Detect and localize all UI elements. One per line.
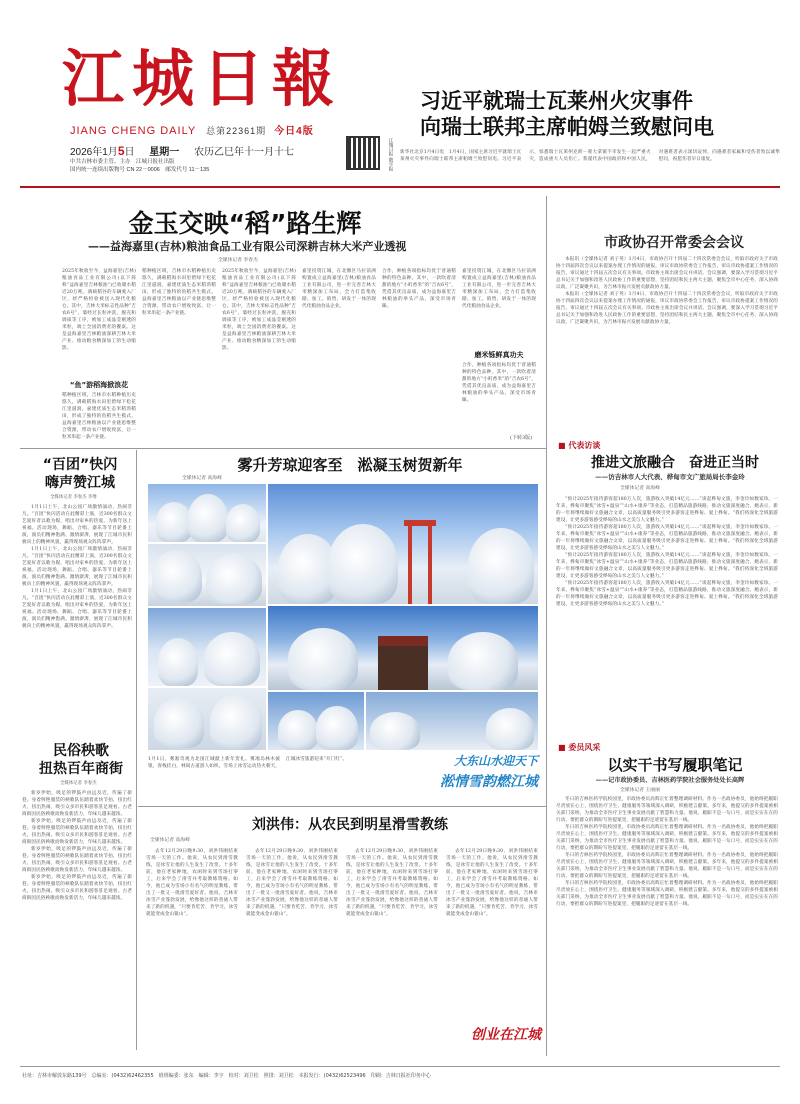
bailian-headline-2[interactable]: 嗨声赞江城 [45,475,115,491]
column-divider [546,196,547,1056]
liu-headline[interactable]: 刘洪伟：从农民到明星滑雪教练 [252,817,448,833]
profile-headline[interactable]: 以实干书写履职笔记 [607,756,743,774]
date-day: 5 [117,144,125,158]
committee-headline[interactable]: 市政协召开常委会会议 [604,235,744,251]
chuangye-logo [468,1024,544,1052]
lead-headline[interactable]: 金玉交映“稻”路生辉 [128,209,362,238]
lead-continued[interactable]: (下转3版) [510,435,533,441]
lead-col-4: 嘉里投资江城，在北濒区马拉前洲购置成立益海嘉里(吉林)粮油食品工业有限公司，进一步完善吉林大米精深加工布局，全力打造集收储、加工、销售、研发于一体的现代化粮油食品企业。 [302,269,376,309]
lead-col-2: 稻种植区域，吉林市水稻种植历史悠久，满载稻海水田里碧绿下松花江里滋润，嘉建优质生态米稻湾稻田，形成了独特的鱼稻共生模式。益海嘉里吉林粮油以产业链思维整合资源，带动农户增收致富，让一粒米串起一条产业链。 [142,269,216,316]
lead-subtitle-1: “鱼”游稻海掀浪花 [69,381,129,389]
photo-headline[interactable]: 雾升芳琼迎客至 淞凝玉树贺新年 [237,456,463,474]
left-col-divider [136,450,137,1050]
weekday: 星期一 [149,147,180,158]
footer-info: 社址：吉林市解放东路139号 总编室：(0432)62462355 值班编委：张东 编辑：李宇 校对：刘卫松 照排：刘卫松 本报发行：(0432)62523496 印刷：吉林日报社印务中心 [22,1073,431,1079]
committee-para-1: 本报讯（全媒体记者 刘子英）1月4日，市政协召开十四届二十四次常委会会议，听取市政府关于市政协十四届四次会议以来提案办理工作情况的通报，审议市政协常委会工作报告，审议市政协提案工作情况的报告，审议通过十四届五次会议有关事项。市政协主席出席会议并讲话。会议强调，要深入学习贯彻习近平总书记关于加强和改进人民政协工作的重要思想，坚持团结和民主两大主题，聚焦全市中心任务，深入协商议政，广泛凝聚共识，为吉林市振兴发展贡献政协力量。 [556,257,778,290]
liu-para-1: 去年12月29日晚9:30，刘洪伟刚结束雪场一天的工作。他说，从农民到滑雪教练，是冰雪让他的人生发生了改变。十多年前，他在老家种地，农闲时来到雪场打零工，后来学会了滑雪并考取教练资格。如今，他已成为雪场小有名气的明星教练，带出了一批又一批滑雪爱好者。他说，吉林市冰雪产业蓬勃发展，给像他这样的普通人带来了新的机遇，“只要肯吃苦、肯学习，冰雪就能变成金山银山”。 [146,849,238,917]
photo-caption: 1月1日，雾凇奇观为北国江城献上新年贺礼。雾凇岛林木披银，客栈挂白，林间古道游人如织，雪场上冰雪运动热火朝天，江城冰雪旅游迎来“开门红”。 [148,757,348,769]
photo-6[interactable] [148,688,266,750]
chuangye-logo-text: 创业在江城 [471,1027,541,1043]
interview-para-2: “预计2025年接待游客超180万人次，旅游收入突破14亿元……”谈起桦甸文旅，李金玲如数家珍。一年来，桦甸市聚焦“冰雪+温泉”“山水+康养”等业态，打造精品旅游线路，推动文旅深度融合。她表示，新的一年将继续做好文旅融合文章，以高质量服务吸引更多游客走进桦甸、爱上桦甸。“我们将深化全域旅游建设，让更多游客感受桦甸的山水之美与人文魅力。” [556,525,778,551]
liu-top-rule [138,806,546,807]
interview-body [556,496,778,732]
photo-8[interactable] [366,692,538,750]
profile-tag-label: 委员风采 [568,743,601,752]
profile-para-2: 冬日的吉林医药学院校园里，市政协委员高辉正忙着整理调研材料。作为一名政协委员，他始终把履职尽责放在心上，围绕医疗卫生、健康服务等领域深入调研，积极建言献策。多年来，他提交的多件提案被相关部门采纳，为推动全市医疗卫生事业发展贡献了智慧和力量。他说，履职不是一句口号，而是实实在在的行动，要把群众的期盼写进提案里，把履职的足迹留在基层一线。 [556,825,778,851]
issue-number: 总第22361期 [206,126,267,136]
masthead-pinyin: JIANG CHENG DAILY [70,125,197,137]
minqin-body [22,790,132,1048]
profile-tag: ■ 委员风采 [558,743,601,752]
top-headline-2[interactable]: 向瑞士联邦主席帕姆兰致慰问电 [420,115,714,139]
committee-body [556,256,778,434]
bailian-para-3: 1月1日上午，北山公园广场激情涌动，热闹非凡。“百团”快闪活动在此精彩上演，近300名群众文艺爱好者以歌为媒，唱出对家乡的热爱，为新年送上祝福。活动现场，舞蹈、合唱、器乐等节目轮番上演，演员们精神饱满、激情澎湃，展现了江城市民积极向上的精神风貌，赢得现场观众阵阵掌声。 [22,589,132,629]
bailian-para-1: 1月1日上午，北山公园广场激情涌动，热闹非凡。“百团”快闪活动在此精彩上演，近300名群众文艺爱好者以歌为媒，唱出对家乡的热爱，为新年送上祝福。活动现场，舞蹈、合唱、器乐等节目轮番上演，演员们精神饱满、激情澎湃，展现了江城市民积极向上的精神风貌，赢得现场观众阵阵掌声。 [22,505,132,545]
interview-byline: 全媒体记者 高海峰 [620,486,660,491]
liu-para-4: 去年12月29日晚9:30，刘洪伟刚结束雪场一天的工作。他说，从农民到滑雪教练，是冰雪让他的人生发生了改变。十多年前，他在老家种地，农闲时来到雪场打零工，后来学会了滑雪并考取教练资格。如今，他已成为雪场小有名气的明星教练，带出了一批又一批滑雪爱好者。他说，吉林市冰雪产业蓬勃发展，给像他这样的普通人带来了新的机遇，“只要肯吃苦、肯学习，冰雪就能变成金山银山”。 [446,849,538,917]
minqin-para-1: 新岁伊始，吸足的锣鼓声由远及近，传遍了街巷。身着鲜艳服装的秧歌队伍踏着欢快节拍，扭出红火、扭出热闹，吸引众多市民和游客驻足观看。古老商街因民俗秧歌而焕发新活力，年味儿越来越浓。 [22,791,132,817]
bailian-para-2: 1月1日上午，北山公园广场激情涌动，热闹非凡。“百团”快闪活动在此精彩上演，近300名群众文艺爱好者以歌为媒，唱出对家乡的热爱，为新年送上祝福。活动现场，舞蹈、合唱、器乐等节目轮番上演，演员们精神饱满、激情澎湃，展现了江城市民积极向上的精神风貌，赢得现场观众阵阵掌声。 [22,547,132,587]
minqin-byline: 全媒体记者 李春杰 [60,781,97,786]
photo-4[interactable] [148,608,266,686]
photo-3-main[interactable] [268,484,538,604]
liu-byline: 全媒体记者 高海峰 [150,838,190,843]
bailian-body [22,504,132,720]
date-suffix: 日 [124,147,135,158]
profile-para-4: 冬日的吉林医药学院校园里，市政协委员高辉正忙着整理调研材料。作为一名政协委员，他始终把履职尽责放在心上，围绕医疗卫生、健康服务等领域深入调研，积极建言献策。多年来，他提交的多件提案被相关部门采纳，为推动全市医疗卫生事业发展贡献了智慧和力量。他说，履职不是一句口号，而是实实在在的行动，要把群众的期盼写进提案里，把履职的足迹留在基层一线。 [556,881,778,907]
lead-col-5: 合作，种植各项指标均优于普通稻种的特色品种。其中，一款吹着清甜的地方“小町香米”的“吉农6号”，凭借其优良品质，成为益海嘉里吉林粮油的拳头产品，深受市场青睐。 [382,269,456,309]
lead-subhead: ——益海嘉里(吉林)粮油食品工业有限公司深耕吉林大米产业透视 [88,240,407,253]
interview-para-3: “预计2025年接待游客超180万人次，旅游收入突破14亿元……”谈起桦甸文旅，李金玲如数家珍。一年来，桦甸市聚焦“冰雪+温泉”“山水+康养”等业态，打造精品旅游线路，推动文旅深度融合。她表示，新的一年将继续做好文旅融合文章，以高质量服务吸引更多游客走进桦甸、爱上桦甸。“我们将深化全域旅游建设，让更多游客感受桦甸的山水之美与人文魅力。” [556,553,778,579]
date-prefix: 2026年1月 [70,147,118,158]
profile-subhead: ——记市政协委员、吉林医药学院社会服务处处长高辉 [595,777,745,784]
photo-2[interactable] [148,544,266,606]
liu-para-2: 去年12月29日晚9:30，刘洪伟刚结束雪场一天的工作。他说，从农民到滑雪教练，是冰雪让他的人生发生了改变。十多年前，他在老家种地，农闲时来到雪场打零工，后来学会了滑雪并考取教练资格。如今，他已成为雪场小有名气的明星教练，带出了一批又一批滑雪爱好者。他说，吉林市冰雪产业蓬勃发展，给像他这样的普通人带来了新的机遇，“只要肯吃苦、肯学习，冰雪就能变成金山银山”。 [246,849,338,917]
liu-para-3: 去年12月29日晚9:30，刘洪伟刚结束雪场一天的工作。他说，从农民到滑雪教练，是冰雪让他的人生发生了改变。十多年前，他在老家种地，农闲时来到雪场打零工，后来学会了滑雪并考取教练资格。如今，他已成为雪场小有名气的明星教练，带出了一批又一批滑雪爱好者。他说，吉林市冰雪产业蓬勃发展，给像他这样的普通人带来了新的机遇，“只要肯吃苦、肯学习，冰雪就能变成金山银山”。 [346,849,438,917]
lead-col-6: 嘉里投资江城，在北濒区马拉前洲购置成立益海嘉里(吉林)粮油食品工业有限公司，进一步完善吉林大米精深加工布局，全力打造集收储、加工、销售、研发于一体的现代化粮油食品企业。 [462,269,536,309]
profile-byline: 全媒体记者 王丽丽 [620,788,660,793]
lead-byline: 全媒体记者 李春杰 [218,258,258,263]
photo-overlay-1: 大东山水迎天下 [453,754,538,768]
profile-para-3: 冬日的吉林医药学院校园里，市政协委员高辉正忙着整理调研材料。作为一名政协委员，他始终把履职尽责放在心上，围绕医疗卫生、健康服务等领域深入调研，积极建言献策。多年来，他提交的多件提案被相关部门采纳，为推动全市医疗卫生事业发展贡献了智慧和力量。他说，履职不是一句口号，而是实实在在的行动，要把群众的期盼写进提案里，把履职的足迹留在基层一线。 [556,853,778,879]
lunar-date: 农历乙巳年十一月十七 [194,147,295,158]
bailian-headline-1[interactable]: “百团”快闪 [42,457,118,473]
committee-para-2: 本报讯（全媒体记者 刘子英）1月4日，市政协召开十四届二十四次常委会会议，听取市政府关于市政协十四届四次会议以来提案办理工作情况的通报，审议市政协常委会工作报告，审议市政协提案工作情况的报告，审议通过十四届五次会议有关事项。市政协主席出席会议并讲话。会议强调，要深入学习贯彻习近平总书记关于加强和改进人民政协工作的重要思想，坚持团结和民主两大主题，聚焦全市中心任务，深入协商议政，广泛凝聚共识，为吉林市振兴发展贡献政协力量。 [556,292,778,325]
minqin-headline-1[interactable]: 民俗秧歌 [53,743,109,759]
photo-5[interactable] [268,606,538,690]
photo-1[interactable] [148,484,266,542]
lead-subtitle-2: 磨米铄鲜真功夫 [474,351,524,359]
photo-7[interactable] [268,692,364,750]
bailian-byline: 全媒体记者 李春杰 李博 [50,495,97,500]
masthead-title: 江城日報 [62,42,343,115]
interview-para-1: “预计2025年接待游客超180万人次，旅游收入突破14亿元……”谈起桦甸文旅，李金玲如数家珍。一年来，桦甸市聚焦“冰雪+温泉”“山水+康养”等业态，打造精品旅游线路，推动文旅深度融合。她表示，新的一年将继续做好文旅融合文章，以高质量服务吸引更多游客走进桦甸、爱上桦甸。“我们将深化全域旅游建设，让更多游客感受桦甸的山水之美与人文魅力。” [556,497,778,523]
lead-col-6b: 合作，种植各项指标均优于普通稻种的特色品种。其中，一款吹着清甜的地方“小町香米”的“吉农6号”，凭借其优良品质，成为益海嘉里吉林粮油的拳头产品，深受市场青睐。 [462,363,536,403]
masthead-divider [20,186,780,188]
qr-code[interactable] [346,136,380,170]
minqin-headline-2[interactable]: 扭热百年商街 [39,761,123,777]
qr-caption: 江城日报 数字报 [388,138,393,171]
photo-byline: 全媒体记者 高海峰 [182,476,222,481]
interview-tag: ■ 代表访谈 [558,441,601,450]
footer-rule [20,1066,780,1067]
minqin-para-3: 新岁伊始，吸足的锣鼓声由远及近，传遍了街巷。身着鲜艳服装的秧歌队伍踏着欢快节拍，扭出红火、扭出热闹，吸引众多市民和游客驻足观看。古老商街因民俗秧歌而焕发新活力，年味儿越来越浓。 [22,847,132,873]
lead-col-1: 2025年秋收至今，益海嘉里(吉林)粮油食品工业有限公司(以下简称“益海嘉里吉林粮油”)已收储水稻近20万吨。满载稻谷的车辆驶入厂区，经严格检验被送入现代化粮仓。其中，吉林大米标志性品种“吉农6号”，婆经过长粒冲洗、脱壳和调质等工序，被加工成晶莹剔透的米粒，端上全国消费者的餐桌。这是益海嘉里吉林粮油深耕吉林大米产业、推动粮食精深加工的生动缩影。 [62,269,136,351]
publisher-line-1: 中共吉林市委主管、主办 江城日报社出版 [70,159,175,165]
interview-headline[interactable]: 推进文旅融合 奋进正当时 [591,455,759,471]
liu-body [146,848,538,1024]
interview-tag-label: 代表访谈 [568,441,601,450]
top-headline-1[interactable]: 习近平就瑞士瓦莱州火灾事件 [420,89,693,113]
lead-col-1b: 稻种植区域，吉林市水稻种植历史悠久，满载稻海水田里碧绿下松花江里滋润，嘉建优质生态米稻湾稻田，形成了独特的鱼稻共生模式。益海嘉里吉林粮油以产业链思维整合资源，带动农户增收致富，让一粒米串起一条产业链。 [62,393,136,440]
minqin-para-4: 新岁伊始，吸足的锣鼓声由远及近，传遍了街巷。身着鲜艳服装的秧歌队伍踏着欢快节拍，扭出红火、扭出热闹，吸引众多市民和游客驻足观看。古老商街因民俗秧歌而焕发新活力，年味儿越来越浓。 [22,875,132,901]
page-count: 今日4版 [274,126,314,137]
profile-para-1: 冬日的吉林医药学院校园里，市政协委员高辉正忙着整理调研材料。作为一名政协委员，他始终把履职尽责放在心上，围绕医疗卫生、健康服务等领域深入调研，积极建言献策。多年来，他提交的多件提案被相关部门采纳，为推动全市医疗卫生事业发展贡献了智慧和力量。他说，履职不是一句口号，而是实实在在的行动，要把群众的期盼写进提案里，把履职的足迹留在基层一线。 [556,797,778,823]
interview-para-4: “预计2025年接待游客超180万人次，旅游收入突破14亿元……”谈起桦甸文旅，李金玲如数家珍。一年来，桦甸市聚焦“冰雪+温泉”“山水+康养”等业态，打造精品旅游线路，推动文旅深度融合。她表示，新的一年将继续做好文旅融合文章，以高质量服务吸引更多游客走进桦甸、爱上桦甸。“我们将深化全域旅游建设，让更多游客感受桦甸的山水之美与人文魅力。” [556,581,778,607]
photo-overlay-2: 淞情雪韵燃江城 [440,774,538,790]
top-news-body: 新华社北京1月4日电 1月4日，国家主席习近平就瑞士瓦莱州火灾事件向瑞士联邦主席帕姆兰致慰问电。习近平表示，惊悉瑞士瓦莱州克朗－蒙大拿镇不幸发生一起严重火灾，造成重大人员伤亡。我谨代表中国政府和中国人民，对遇难者表示深切哀悼，向遇难者家属和受伤者致以诚挚慰问，祝愿伤者早日康复。 [400,150,780,162]
minqin-para-2: 新岁伊始，吸足的锣鼓声由远及近，传遍了街巷。身着鲜艳服装的秧歌队伍踏着欢快节拍，扭出红火、扭出热闹，吸引众多市民和游客驻足观看。古老商街因民俗秧歌而焕发新活力，年味儿越来越浓。 [22,819,132,845]
lead-col-3: 2025年秋收至今，益海嘉里(吉林)粮油食品工业有限公司(以下简称“益海嘉里吉林粮油”)已收储水稻近20万吨。满载稻谷的车辆驶入厂区，经严格检验被送入现代化粮仓。其中，吉林大米标志性品种“吉农6号”，婆经过长粒冲洗、脱壳和调质等工序，被加工成晶莹剔透的米粒，端上全国消费者的餐桌。这是益海嘉里吉林粮油深耕吉林大米产业、推动粮食精深加工的生动缩影。 [222,269,296,351]
profile-body [556,796,778,1048]
publisher-line-2: 国内统一连续出版物号 CN 22－0006 邮发代号 11－135 [70,167,210,173]
lead-bottom-rule [20,448,546,449]
interview-subhead: ——访吉林市人大代表、桦甸市文广旅局局长李金玲 [595,473,745,481]
